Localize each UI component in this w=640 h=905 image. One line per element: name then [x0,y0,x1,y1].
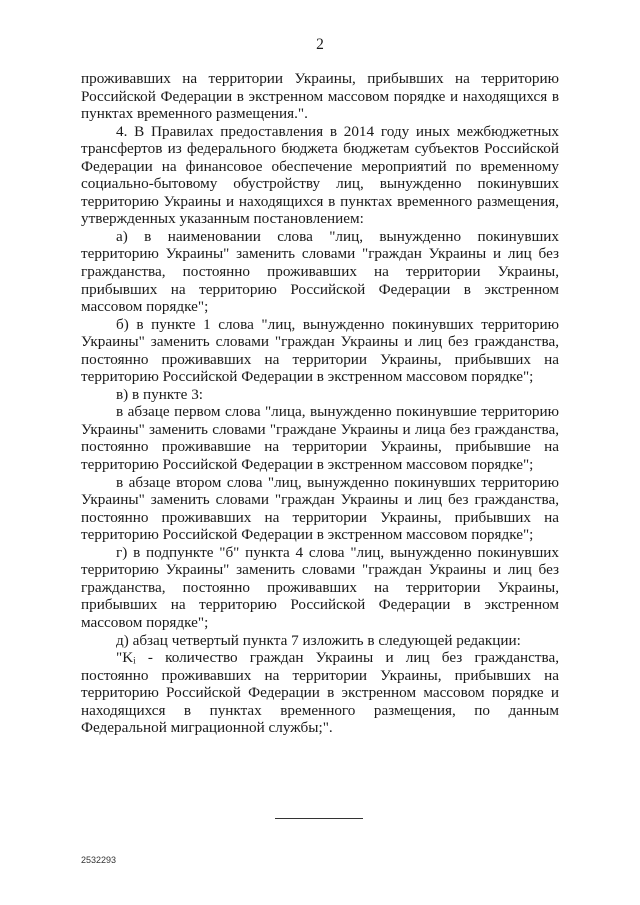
page-number: 2 [316,36,324,53]
paragraph-abzac-first: в абзаце первом слова "лица, вынужденно покинувшие территорию Украины" заменить словами "граждане Украины и лица без гражданства, постоянно проживавшие на территории Украины, прибывшие на территорию Российской Федерации в экстренном массовом порядке"; [81,403,559,474]
paragraph-continuation: проживавших на территории Украины, прибывших на территорию Российской Федерации в экстренном массовом порядке и находящихся в пунктах временного размещения.". [81,70,559,123]
document-code: 2532293 [81,855,117,865]
paragraph-abzac-second: в абзаце втором слова "лиц, вынужденно покинувших территорию Украины" заменить словами "граждан Украины и лиц без гражданства, постоянно проживавших на территории Украины, прибывших на территорию Российской Федерации в экстренном массовом порядке"; [81,473,559,544]
paragraph-subitem-a: а) в наименовании слова "лиц, вынужденно покинувших территорию Украины" заменить словами "граждан Украины и лиц без гражданства, постоянно проживавших на территории Украины, прибывших на территорию Российской Федерации в экстренном массовом порядке"; [81,227,559,316]
paragraph-subitem-g: г) в подпункте "б" пункта 4 слова "лиц, вынужденно покинувших территорию Украины" заменить словами "граждан Украины и лиц без гражданства, постоянно проживавших на территории Украины, прибывших на территорию Российской Федерации в экстренном массовом порядке"; [81,543,559,631]
paragraph-subitem-v: в) в пункте 3: [116,385,204,403]
paragraph-subitem-d: д) абзац четвертый пункта 7 изложить в следующей редакции: [116,631,521,649]
document-body [81,70,559,737]
paragraph-new-wording: "Kᵢ - количество граждан Украины и лиц без гражданства, постоянно проживавших на территории Украины, прибывших на территорию Российской Федерации в экстренном массовом порядке и находящихся в пунктах временного размещения, по данным Федеральной миграционной службы;". [81,649,559,737]
end-divider [275,818,363,819]
paragraph-subitem-b: б) в пункте 1 слова "лиц, вынужденно покинувших территорию Украины" заменить словами "граждан Украины и лиц без гражданства, постоянно проживавших на территории Украины, прибывших на территорию Российской Федерации в экстренном массовом порядке"; [81,315,559,386]
paragraph-item-4: 4. В Правилах предоставления в 2014 году иных межбюджетных трансфертов из федерального бюджета бюджетам субъектов Российской Федерации на финансовое обеспечение мероприятий по временному социально-бытовому обустройству лиц, вынужденно покинувших территорию Украины и находящихся в пунктах временного размещения, утвержденных указанным постановлением: [81,122,559,228]
